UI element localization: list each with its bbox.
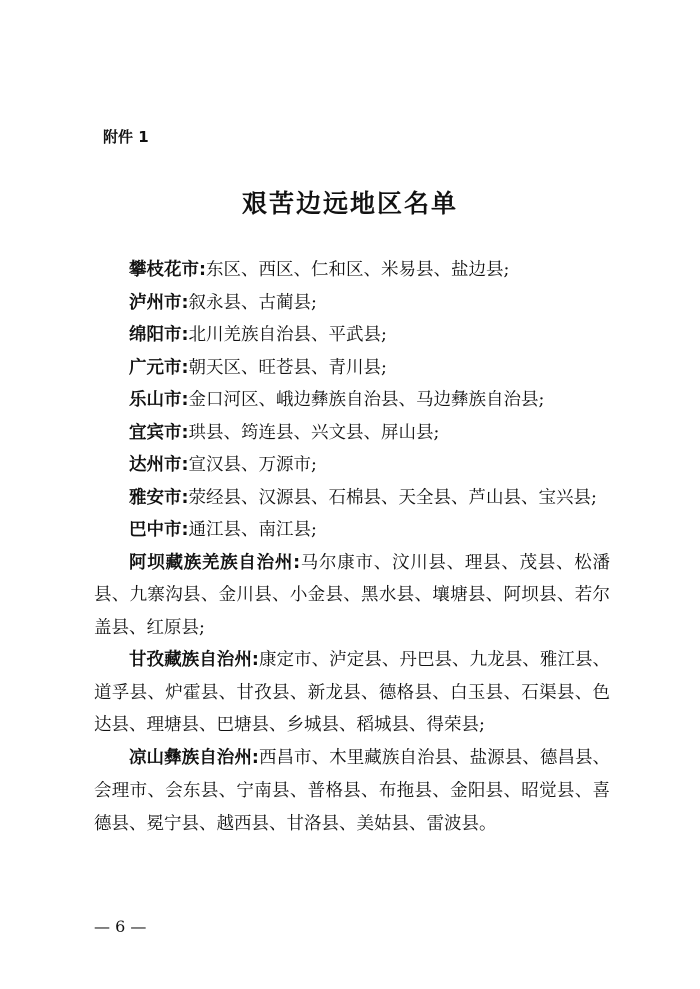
city-name: 广元市: bbox=[129, 357, 189, 378]
area-list: 金口河区、峨边彝族自治县、马边彝族自治县; bbox=[188, 390, 545, 410]
area-list: 朝天区、旺苍县、青川县; bbox=[188, 357, 387, 378]
city-name: 绵阳市: bbox=[129, 325, 189, 345]
list-item bbox=[94, 287, 610, 320]
area-list: 珙县、筠连县、兴文县、屏山县; bbox=[188, 422, 440, 443]
page-number: — 6 — bbox=[94, 917, 147, 936]
list-item bbox=[94, 742, 610, 841]
city-name: 凉山彝族自治州: bbox=[129, 747, 259, 768]
list-item bbox=[94, 449, 610, 482]
city-name: 阿坝藏族羌族自治州: bbox=[129, 552, 301, 573]
list-item bbox=[94, 352, 610, 385]
city-name: 攀枝花市: bbox=[129, 260, 206, 280]
city-name: 乐山市: bbox=[129, 390, 189, 410]
area-list: 马尔康市、汶川县、理县、茂县、松潘县、九寨沟县、金川县、小金县、黑水县、壤塘县、阿坝县、若尔盖县、红原县; bbox=[94, 552, 610, 638]
document-title: 艰苦边远地区名单 bbox=[241, 189, 458, 218]
list-item bbox=[94, 482, 610, 515]
city-name: 达州市: bbox=[129, 455, 189, 475]
city-name: 泸州市: bbox=[129, 292, 189, 313]
area-list: 西昌市、木里藏族自治县、盐源县、德昌县、会理市、会东县、宁南县、普格县、布拖县、金阳县、昭觉县、喜德县、冕宁县、越西县、甘洛县、美姑县、雷波县。 bbox=[94, 747, 611, 834]
area-list: 宣汉县、万源市; bbox=[188, 455, 317, 475]
city-name: 宜宾市: bbox=[129, 422, 189, 443]
list-item bbox=[94, 644, 610, 742]
city-name: 甘孜藏族自治州: bbox=[129, 650, 259, 670]
list-item bbox=[94, 254, 610, 287]
region-list bbox=[94, 254, 610, 841]
area-list: 东区、西区、仁和区、米易县、盐边县; bbox=[206, 260, 510, 280]
area-list: 北川羌族自治县、平武县; bbox=[188, 325, 387, 345]
area-list: 叙永县、古蔺县; bbox=[188, 292, 317, 313]
attachment-label: 附件 1 bbox=[103, 128, 149, 146]
city-name: 巴中市: bbox=[129, 520, 189, 540]
area-list: 康定市、泸定县、丹巴县、九龙县、雅江县、道孚县、炉霍县、甘孜县、新龙县、德格县、白玉县、石渠县、色达县、理塘县、巴塘县、乡城县、稻城县、得荣县; bbox=[94, 650, 611, 735]
list-item bbox=[94, 547, 610, 645]
list-item bbox=[94, 514, 610, 547]
list-item bbox=[94, 319, 610, 352]
area-list: 荥经县、汉源县、石棉县、天全县、芦山县、宝兴县; bbox=[188, 487, 597, 508]
list-item bbox=[94, 384, 610, 417]
area-list: 通江县、南江县; bbox=[188, 520, 317, 540]
city-name: 雅安市: bbox=[129, 487, 189, 508]
list-item bbox=[94, 417, 610, 450]
